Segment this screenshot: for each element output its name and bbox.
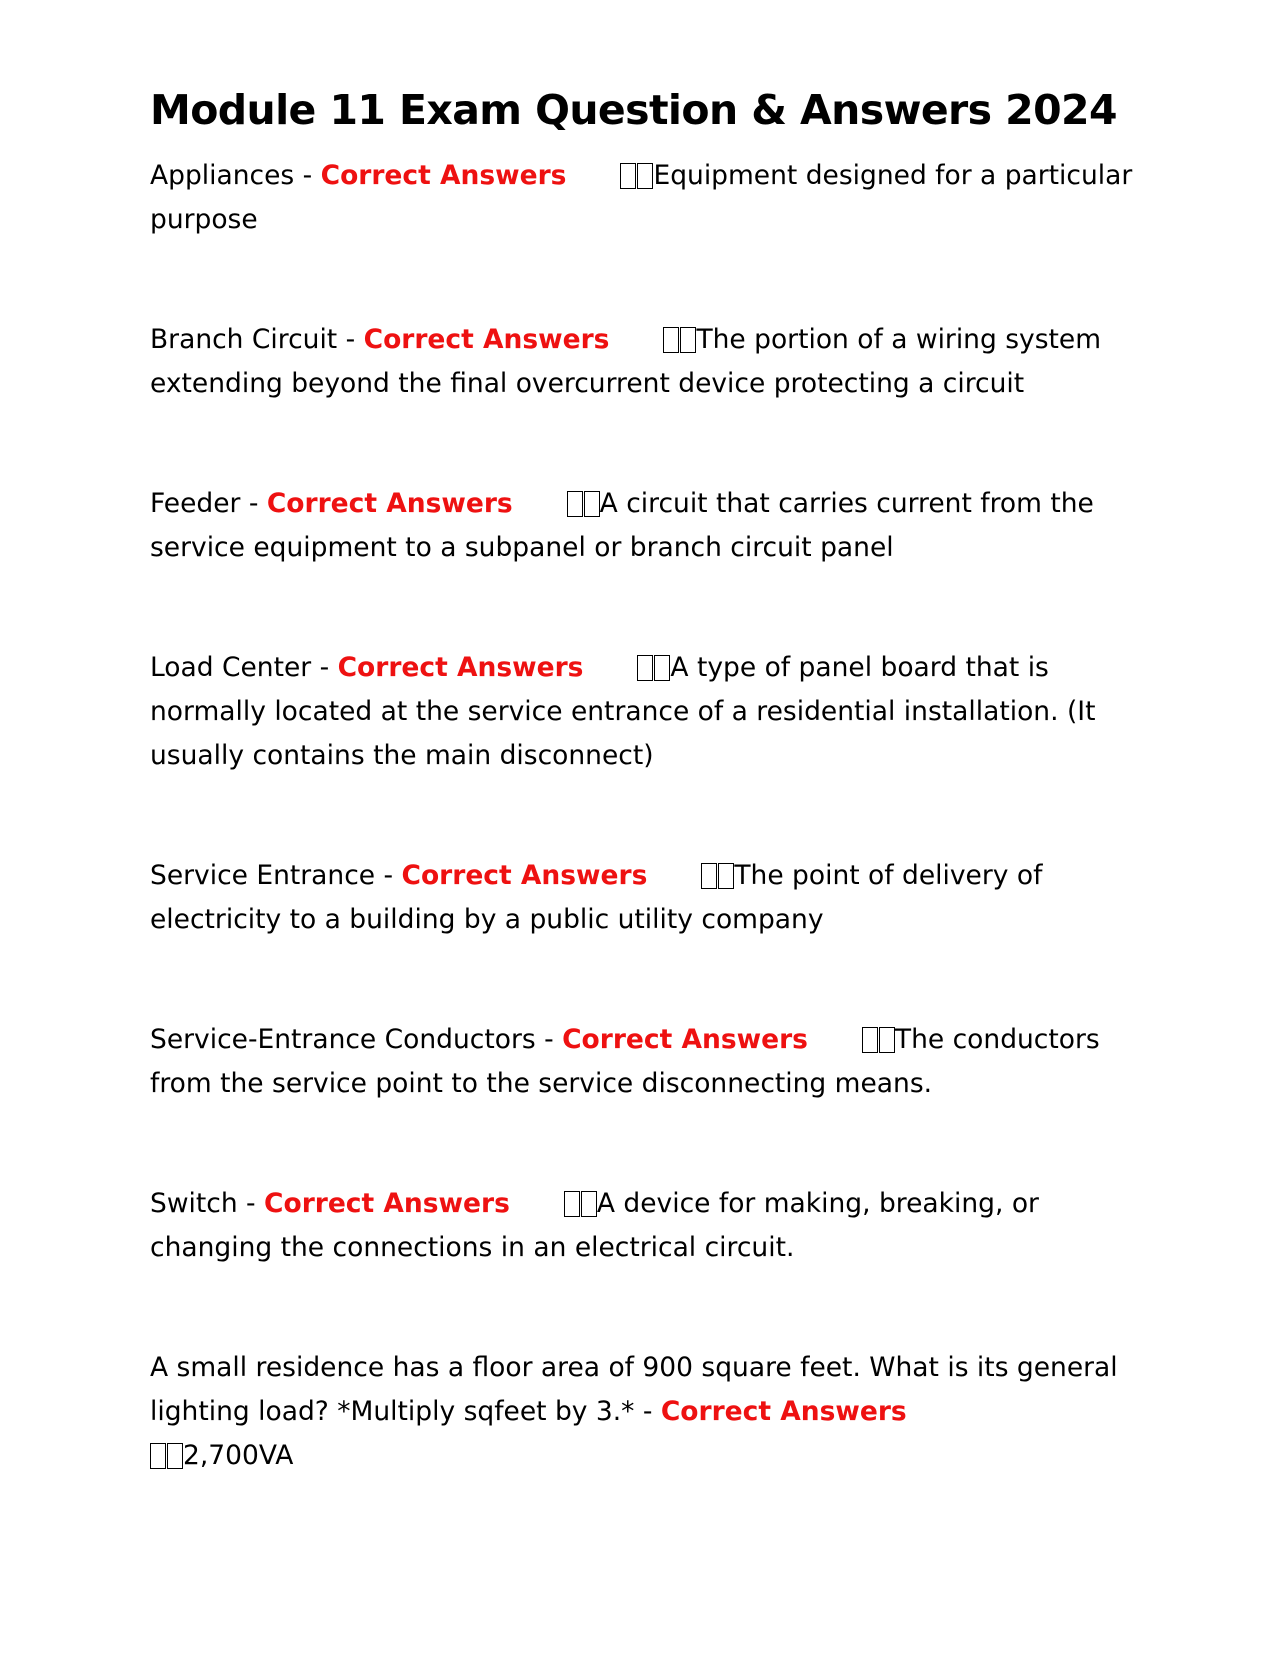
question-text: A small residence has a floor area of 900 square feet. What is its general lighting load? *Multiply sqfeet by 3.* [150, 1352, 1118, 1427]
correct-answers-label: Correct Answers [660, 1396, 907, 1427]
missing-glyph-box-icon [150, 1443, 166, 1469]
qa-item [150, 1182, 1140, 1270]
qa-item [150, 318, 1140, 406]
missing-glyph-box-icon [167, 1443, 183, 1469]
answer-text: The conductors from the service point to the service disconnecting means. [150, 1024, 1100, 1099]
answer-text: The point of delivery of electricity to a building by a public utility company [150, 860, 1043, 935]
question-text: Service Entrance [150, 860, 376, 891]
answer-text: 2,700VA [183, 1440, 294, 1471]
document-title: Module 11 Exam Question & Answers 2024 [150, 86, 1117, 134]
separator: - [311, 652, 338, 683]
qa-item [150, 1346, 1140, 1478]
question-text: Appliances [150, 160, 295, 191]
question-text: Feeder [150, 488, 241, 519]
missing-glyph-box-icon [680, 327, 696, 353]
missing-glyph-box-icon [567, 491, 583, 517]
document-page [150, 78, 1140, 1478]
missing-glyph-box-icon [701, 863, 717, 889]
answer-text: The portion of a wiring system extending beyond the final overcurrent device protecting a circuit [150, 324, 1102, 399]
separator: - [634, 1396, 661, 1427]
missing-glyph-box-icon [654, 655, 670, 681]
answer-text: A type of panel board that is normally located at the service entrance of a residential installation. (It usually contains the main disconnect) [150, 652, 1096, 771]
missing-glyph-box-icon [637, 655, 653, 681]
question-text: Branch Circuit [150, 324, 338, 355]
qa-item [150, 482, 1140, 570]
qa-item [150, 1018, 1140, 1106]
correct-answers-label: Correct Answers [363, 324, 610, 355]
qa-item [150, 854, 1140, 942]
missing-glyph-box-icon [663, 327, 679, 353]
missing-glyph-box-icon [620, 163, 636, 189]
qa-item [150, 154, 1140, 242]
separator: - [237, 1188, 265, 1219]
missing-glyph-box-icon [584, 491, 600, 517]
correct-answers-label: Correct Answers [320, 160, 567, 191]
separator: - [535, 1024, 563, 1055]
question-text: Load Center [150, 652, 312, 683]
missing-glyph-box-icon [862, 1027, 878, 1053]
qa-item [150, 646, 1140, 778]
missing-glyph-box-icon [637, 163, 653, 189]
missing-glyph-box-icon [718, 863, 734, 889]
correct-answers-label: Correct Answers [337, 652, 584, 683]
answer-text: A device for making, breaking, or changing the connections in an electrical circuit. [150, 1188, 1039, 1263]
correct-answers-label: Correct Answers [401, 860, 648, 891]
correct-answers-label: Correct Answers [264, 1188, 510, 1219]
correct-answers-label: Correct Answers [562, 1024, 808, 1055]
separator: - [240, 488, 267, 519]
separator: - [375, 860, 402, 891]
missing-glyph-box-icon [581, 1191, 597, 1217]
answer-text: Equipment designed for a particular purpose [150, 160, 1133, 235]
missing-glyph-box-icon [879, 1027, 895, 1053]
separator: - [337, 324, 364, 355]
question-text: Switch [150, 1188, 238, 1219]
separator: - [294, 160, 321, 191]
missing-glyph-box-icon [564, 1191, 580, 1217]
question-text: Service-Entrance Conductors [150, 1024, 536, 1055]
correct-answers-label: Correct Answers [266, 488, 513, 519]
answer-text: A circuit that carries current from the service equipment to a subpanel or branch circuit panel [150, 488, 1094, 563]
